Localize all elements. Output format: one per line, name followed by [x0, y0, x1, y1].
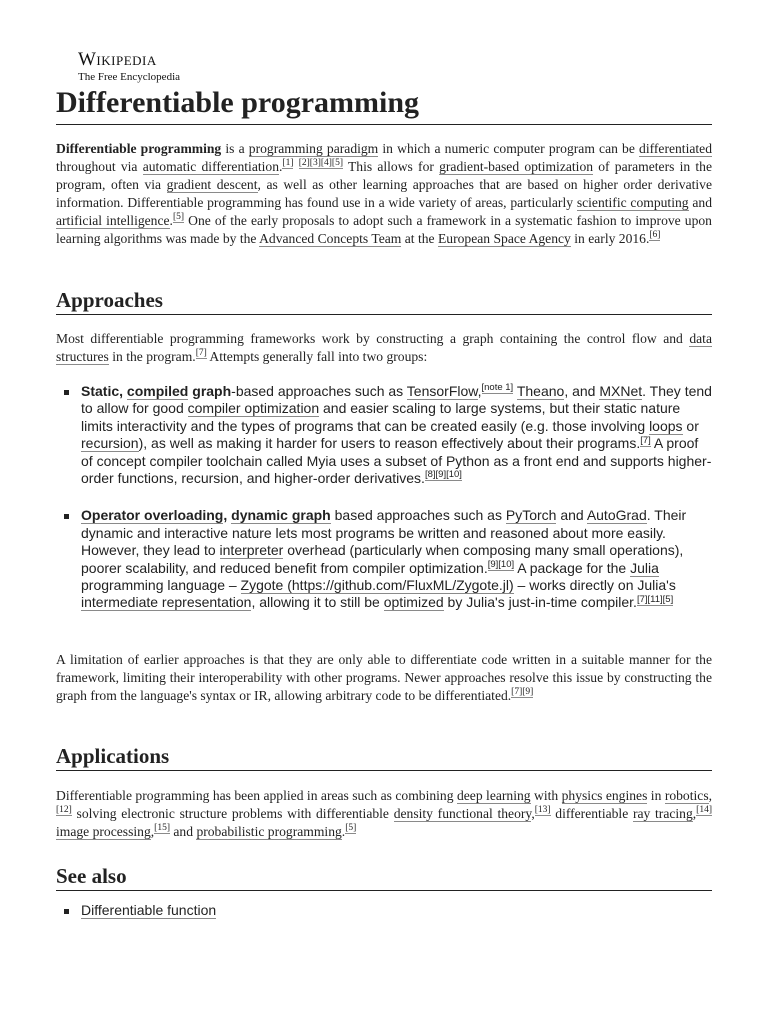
- link-artificial-intelligence[interactable]: artificial intelligence: [56, 213, 170, 228]
- link-autograd[interactable]: AutoGrad: [586, 507, 647, 524]
- ref-7[interactable]: [7]: [640, 434, 651, 446]
- link-gradient-descent[interactable]: gradient descent: [166, 177, 258, 192]
- ref-9-10[interactable]: [9][10]: [487, 559, 515, 570]
- link-interpreter[interactable]: interpreter: [219, 542, 284, 559]
- logo-wordmark: Wikipedia: [78, 49, 157, 70]
- link-loops[interactable]: loops: [649, 417, 683, 434]
- link-advanced-concepts-team[interactable]: Advanced Concepts Team: [259, 231, 402, 246]
- list-item: Static, compiled graph-based approaches such as TensorFlow,[note 1] Theano, and MXNet. They tend to allow for good compiler optimization and easier scaling to large systems, but their static nature limits interactivity and the types of programs that can be created easily (e.g. those involving loops or recursion), as well as making it harder for users to reason effectively about their programs.[7] A proof of concept compiler toolchain called Myia uses a subset of Python as a front end and supports higher-order functions, recursion, and higher-order derivatives.[8][9][10]: [56, 383, 712, 487]
- ref-1[interactable]: [1]: [282, 158, 294, 169]
- ref-5[interactable]: [5]: [345, 823, 357, 834]
- link-image-processing[interactable]: image processing: [56, 824, 151, 839]
- bullet-icon: [64, 514, 69, 519]
- link-zygote[interactable]: Zygote (https://github.com/FluxML/Zygote.jl): [240, 577, 514, 594]
- intro-paragraph: Differentiable programming is a programming paradigm in which a numeric computer program can be differentiated throughout via automatic differentiation.[1] [2][3][4][5] This allows for gradient-based optimization of parameters in the program, often via gradient descent, as well as other learning approaches that are based on higher order derivative information. Differentiable programming has found use in a wide variety of areas, particularly scientific computing and artificial intelligence.[5] One of the early proposals to adopt such a framework in a systematic fashion to improve upon learning algorithms was made by the Advanced Concepts Team at the European Space Agency in early 2016.[6]: [56, 141, 712, 246]
- bullet-icon: [64, 909, 69, 914]
- ref-15[interactable]: [15]: [154, 823, 170, 834]
- link-mxnet[interactable]: MXNet: [599, 383, 643, 399]
- ref-5[interactable]: [5]: [172, 212, 185, 223]
- see-also-list: [56, 902, 712, 919]
- heading-approaches: Approaches: [56, 286, 712, 315]
- link-compiled[interactable]: compiled: [126, 383, 189, 399]
- link-scientific-computing[interactable]: scientific computing: [576, 195, 689, 210]
- link-data-structures[interactable]: data structures: [56, 331, 712, 364]
- link-programming-paradigm[interactable]: programming paradigm: [248, 141, 379, 156]
- ref-7-11-5[interactable]: [7][11][5]: [636, 593, 674, 605]
- link-physics-engines[interactable]: physics engines: [561, 788, 648, 803]
- link-intermediate-representation[interactable]: intermediate representation: [81, 594, 252, 611]
- link-julia[interactable]: Julia: [630, 559, 659, 576]
- link-probabilistic-programming[interactable]: probabilistic programming: [196, 824, 342, 839]
- approaches-paragraph-1: Most differentiable programming frameworks work by constructing a graph containing the control flow and data structures in the program.[7] Attempts generally fall into two groups:: [56, 331, 712, 364]
- link-ray-tracing[interactable]: ray tracing: [632, 806, 693, 821]
- page-title: Differentiable programming: [56, 84, 712, 125]
- bullet-icon: [64, 390, 69, 395]
- applications-paragraph: Differentiable programming has been applied in areas such as combining deep learning with physics engines in robotics,[12] solving electronic structure problems with differentiable density functional theory,[13] differentiable ray tracing,[14] image processing,[15] and probabilistic programming.[5]: [56, 788, 713, 839]
- list-item: [56, 902, 712, 919]
- link-optimized[interactable]: optimized: [383, 594, 444, 611]
- link-automatic-differentiation[interactable]: automatic differentiation: [142, 159, 279, 174]
- link-theano[interactable]: Theano: [516, 383, 565, 399]
- ref-2-5[interactable]: [2][3][4][5]: [298, 158, 344, 169]
- link-density-functional-theory[interactable]: density functional theory: [393, 806, 532, 821]
- list-item: Operator overloading, dynamic graph based approaches such as PyTorch and AutoGrad. Their dynamic and interactive nature lets most programs be written and reasoned about more easily. However, they lead to interpreter overhead (particularly when composing many small operations), poorer scalability, and reduced benefit from compiler optimization.[9][10] A package for the Julia programming language – Zygote (https://github.com/FluxML/Zygote.jl) – works directly on Julia's intermediate representation, allowing it to still be optimized by Julia's just-in-time compiler.[7][11][5]: [56, 507, 712, 611]
- approaches-list: [56, 383, 712, 612]
- ref-12[interactable]: [12]: [56, 805, 72, 816]
- ref-13[interactable]: [13]: [534, 805, 551, 816]
- link-robotics[interactable]: robotics: [664, 788, 709, 803]
- ref-7-9[interactable]: [7][9]: [511, 687, 534, 698]
- approaches-paragraph-2: A limitation of earlier approaches is that they are only able to differentiate code written in a suitable manner for the framework, limiting their interoperability with other programs. Newer approaches resolve this issue by constructing the graph from the language's syntax or IR, allowing arbitrary code to be differentiated.[7][9]: [56, 652, 712, 703]
- link-differentiable-function[interactable]: Differentiable function: [81, 902, 217, 918]
- link-differentiated[interactable]: differentiated: [639, 141, 712, 156]
- link-recursion[interactable]: recursion: [81, 435, 139, 452]
- wikipedia-logo[interactable]: [78, 50, 180, 84]
- ref-14[interactable]: [14]: [696, 805, 712, 816]
- ref-note-1[interactable]: [note 1]: [481, 382, 514, 394]
- link-compiler-optimization[interactable]: compiler optimization: [187, 400, 320, 417]
- link-pytorch[interactable]: PyTorch: [505, 507, 557, 524]
- ref-6[interactable]: [6]: [649, 230, 661, 241]
- link-european-space-agency[interactable]: European Space Agency: [437, 231, 571, 246]
- ref-8-10[interactable]: [8][9][10]: [424, 469, 462, 481]
- link-deep-learning[interactable]: deep learning: [456, 788, 531, 803]
- link-tensorflow[interactable]: TensorFlow: [406, 383, 478, 399]
- intro-term: Differentiable programming: [56, 141, 222, 156]
- ref-7[interactable]: [7]: [195, 348, 207, 359]
- heading-see-also: See also: [56, 862, 712, 891]
- logo-tagline: The Free Encyclopedia: [78, 71, 181, 83]
- link-operator-overloading[interactable]: Operator overloading: [81, 507, 224, 524]
- link-dynamic-graph[interactable]: dynamic graph: [231, 507, 331, 524]
- heading-applications: Applications: [56, 742, 712, 771]
- link-gradient-based-optimization[interactable]: gradient-based optimization: [439, 159, 594, 174]
